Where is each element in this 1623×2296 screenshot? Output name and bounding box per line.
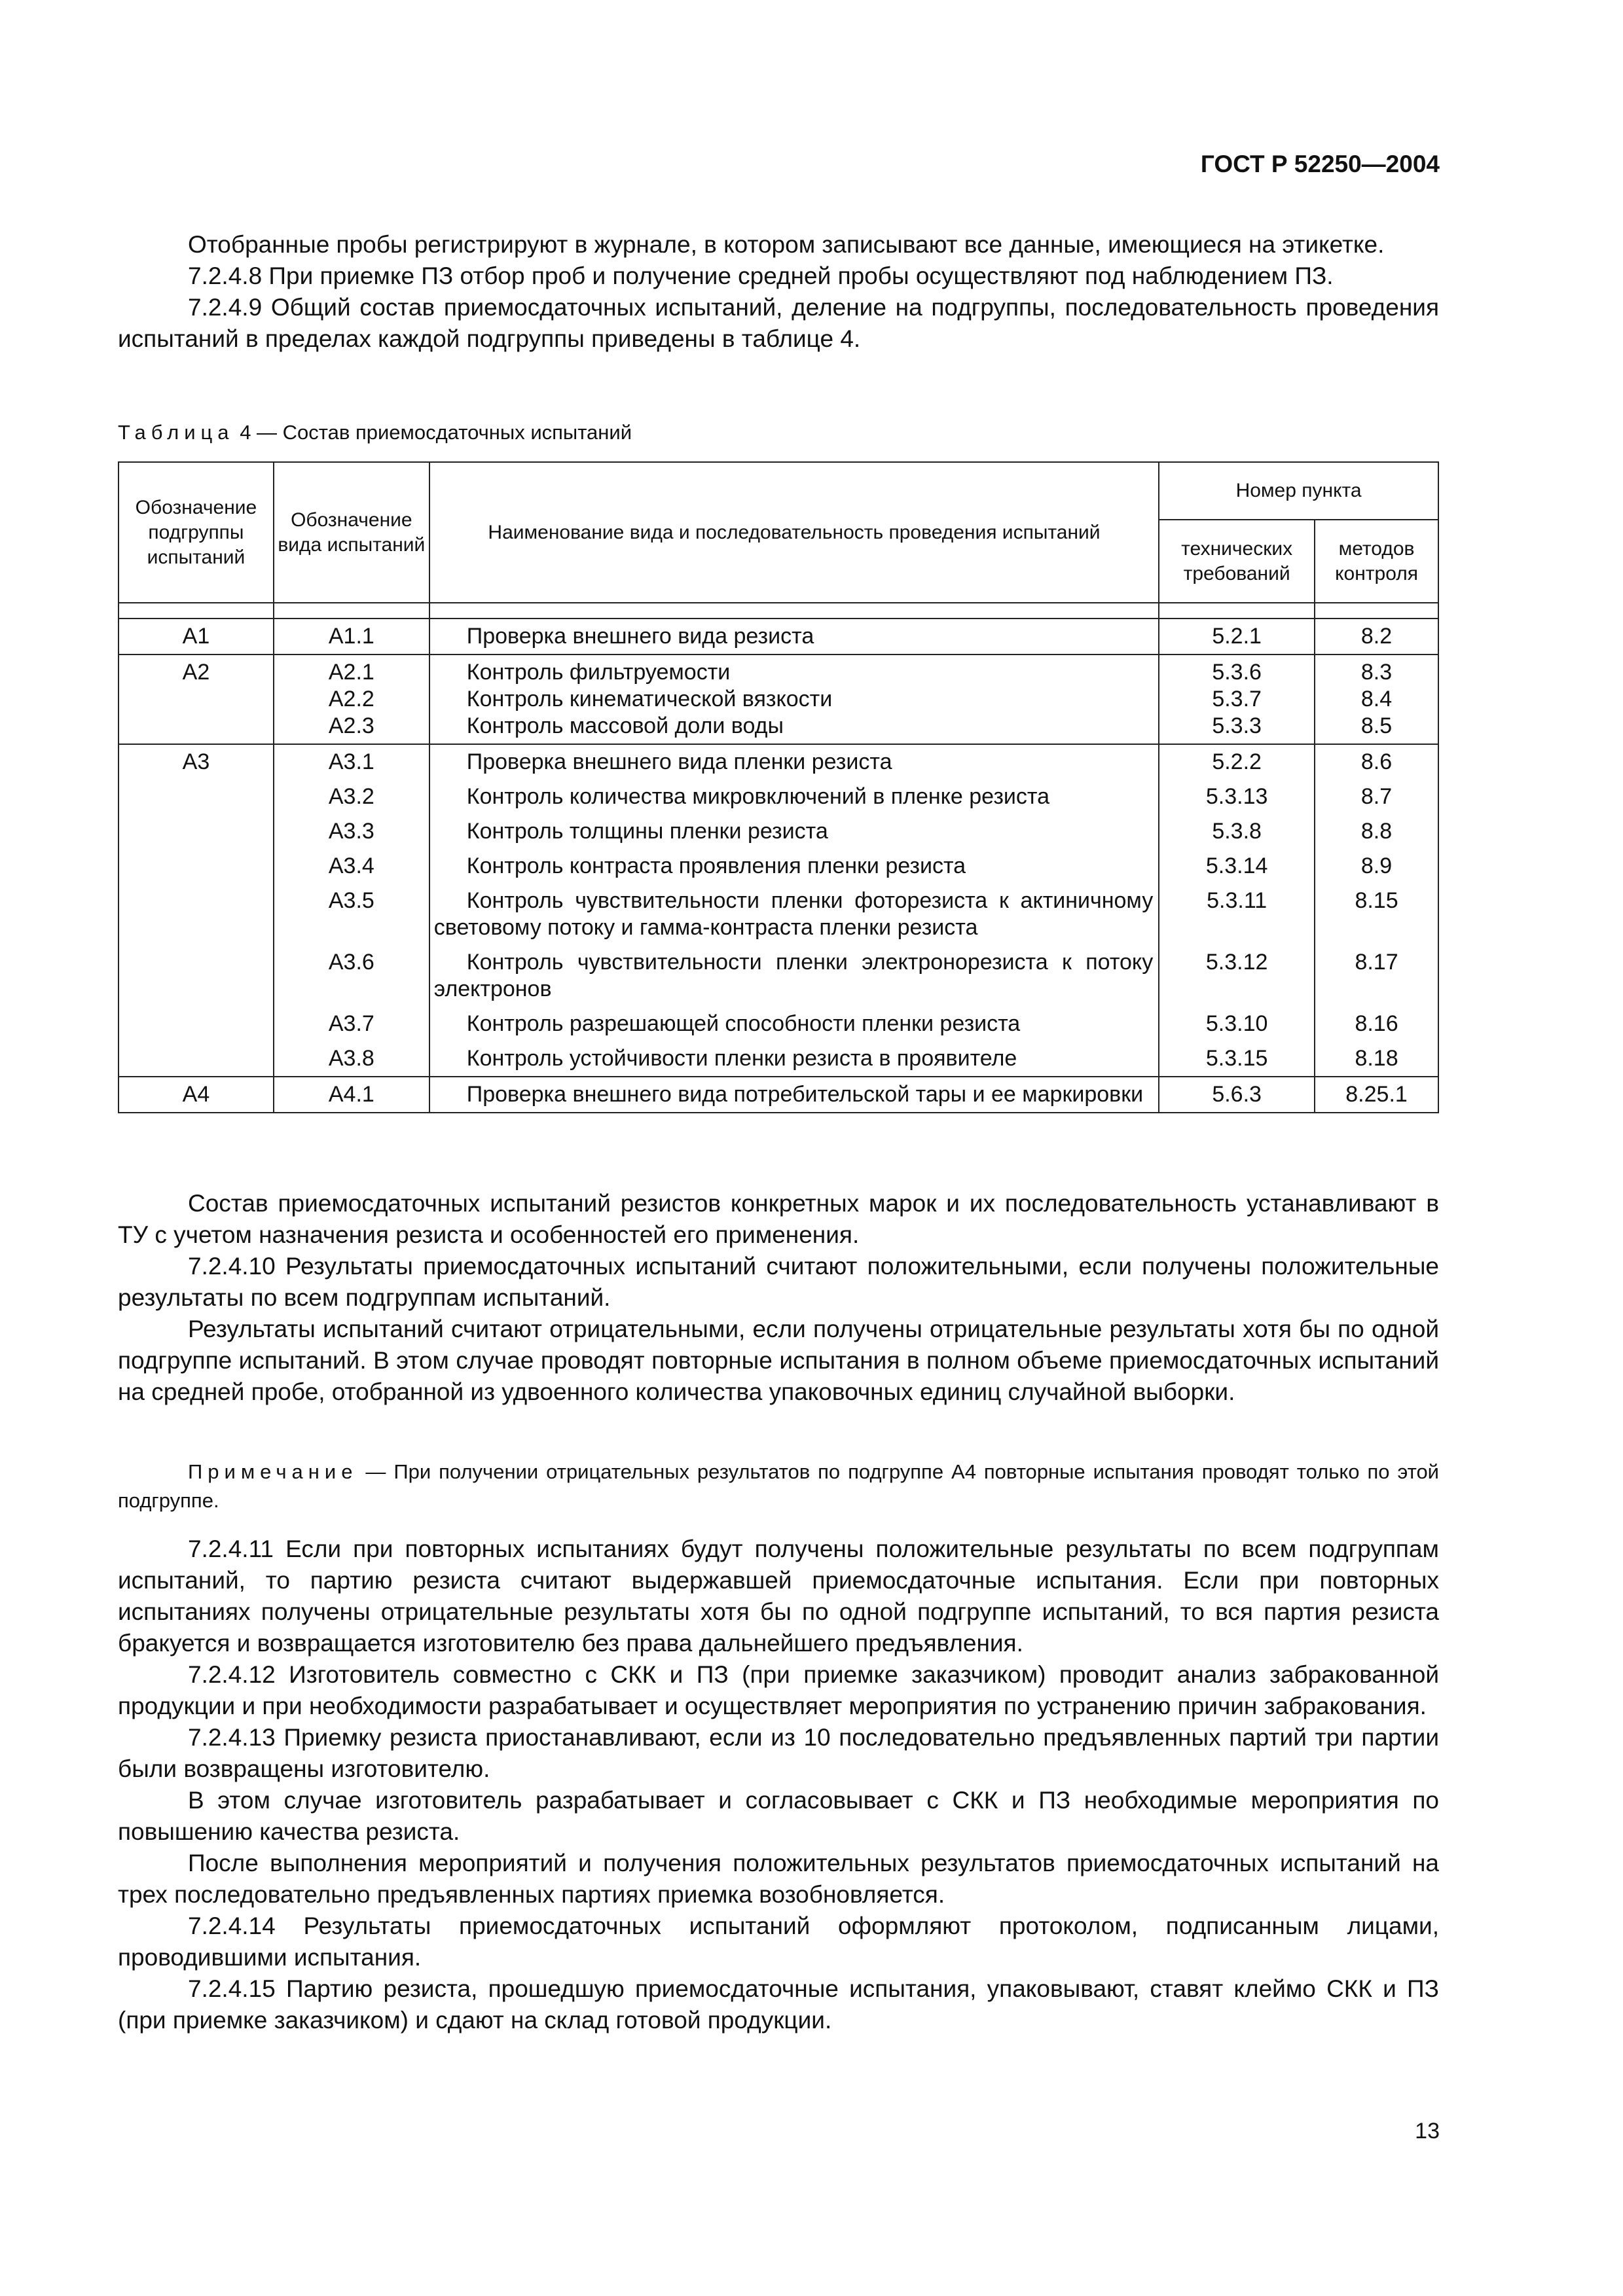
cell-type: А3.6 <box>274 945 429 1007</box>
cell-tech: 5.3.15 <box>1159 1041 1315 1077</box>
cell-name: Контроль разрешающей способности пленки резиста <box>429 1007 1159 1041</box>
document-header: ГОСТ Р 52250—2004 <box>1200 151 1440 177</box>
cell-method: 8.15 <box>1315 884 1438 945</box>
cell-type: А3.1 <box>274 744 429 780</box>
cell-tech: 5.3.11 <box>1159 884 1315 945</box>
table-caption <box>118 421 632 444</box>
cell-tech: 5.3.12 <box>1159 945 1315 1007</box>
cell-tech: 5.6.3 <box>1159 1077 1315 1113</box>
paragraph: Результаты испытаний считают отрицательными, если получены отрицательные результаты хотя бы по одной подгруппе испытаний. В этом случае проводят повторные испытания в полном объеме приемосдаточных испытаний на средней пробе, отобранной из удвоенного количества упаковочных единиц случайной выборки. <box>118 1316 1439 1405</box>
cell-group: А2 <box>119 655 274 744</box>
group-a1 <box>119 619 1438 655</box>
paragraph: Отобранные пробы регистрируют в журнале, в котором записывают все данные, имеющиеся на этикетке. <box>188 231 1385 258</box>
cell-name: Контроль устойчивости пленки резиста в проявителе <box>429 1041 1159 1077</box>
paragraph: 7.2.4.12 Изготовитель совместно с СКК и ПЗ (при приемке заказчиком) проводит анализ забракованной продукции и при необходимости разрабатывает и осуществляет мероприятия по устранению причин забракования. <box>118 1661 1439 1719</box>
intro-text <box>118 229 1439 355</box>
paragraph: 7.2.4.14 Результаты приемосдаточных испытаний оформляют протоколом, подписанным лицами, проводившими испытания. <box>118 1912 1439 1971</box>
paragraph: 7.2.4.10 Результаты приемосдаточных испытаний считают положительными, если получены положительные результаты по всем подгруппам испытаний. <box>118 1253 1439 1311</box>
cell-type: А3.3 <box>274 814 429 849</box>
table-row <box>119 814 1438 849</box>
paragraph: 7.2.4.8 При приемке ПЗ отбор проб и получение средней пробы осуществляют под наблюдением ПЗ. <box>188 262 1334 289</box>
cell-method: 8.18 <box>1315 1041 1438 1077</box>
cell-method: 8.7 <box>1315 780 1438 814</box>
cell-type: А2.1 А2.2 А2.3 <box>274 655 429 744</box>
cell-type: А3.5 <box>274 884 429 945</box>
table-row <box>119 884 1438 945</box>
header-number: Номер пункта <box>1159 462 1438 520</box>
header-tech: технических требований <box>1159 520 1315 603</box>
cell-name: Контроль толщины пленки резиста <box>429 814 1159 849</box>
final-text <box>118 1534 1439 2036</box>
cell-tech: 5.3.10 <box>1159 1007 1315 1041</box>
cell-tech: 5.3.13 <box>1159 780 1315 814</box>
cell-type: А4.1 <box>274 1077 429 1113</box>
cell-tech: 5.3.14 <box>1159 849 1315 884</box>
group-a4 <box>119 1077 1438 1113</box>
cell-type: А1.1 <box>274 619 429 655</box>
header-name: Наименование вида и последовательность проведения испытаний <box>429 462 1159 603</box>
after-table-text <box>118 1188 1439 1408</box>
cell-method: 8.16 <box>1315 1007 1438 1041</box>
cell-group: А4 <box>119 1077 274 1113</box>
cell-tech: 5.3.8 <box>1159 814 1315 849</box>
tests-table <box>118 461 1439 1113</box>
table-caption-text: 4 — Состав приемосдаточных испытаний <box>240 421 632 444</box>
group-a2 <box>119 655 1438 744</box>
table-row <box>119 945 1438 1007</box>
table-row <box>119 1077 1438 1113</box>
note <box>118 1458 1439 1515</box>
cell-name: Контроль контраста проявления пленки резиста <box>429 849 1159 884</box>
cell-method: 8.3 8.4 8.5 <box>1315 655 1438 744</box>
cell-name: Контроль количества микровключений в пленке резиста <box>429 780 1159 814</box>
table-row <box>119 744 1438 780</box>
table-row <box>119 655 1438 744</box>
table-row <box>119 780 1438 814</box>
table-row <box>119 619 1438 655</box>
cell-name: Контроль фильтруемости Контроль кинематической вязкости Контроль массовой доли воды <box>429 655 1159 744</box>
group-a3 <box>119 744 1438 1077</box>
cell-method: 8.25.1 <box>1315 1077 1438 1113</box>
cell-method: 8.6 <box>1315 744 1438 780</box>
cell-group: А3 <box>119 744 274 1077</box>
paragraph: В этом случае изготовитель разрабатывает и согласовывает с СКК и ПЗ необходимые мероприятия по повышению качества резиста. <box>118 1787 1439 1845</box>
table-row <box>119 1041 1438 1077</box>
cell-method: 8.8 <box>1315 814 1438 849</box>
cell-group: А1 <box>119 619 274 655</box>
table-row <box>119 1007 1438 1041</box>
note-text: — При получении отрицательных результатов по подгруппе А4 повторные испытания проводят только по этой подгруппе. <box>118 1460 1439 1512</box>
cell-type: А3.2 <box>274 780 429 814</box>
header-method: методов контроля <box>1315 520 1438 603</box>
cell-name: Проверка внешнего вида пленки резиста <box>429 744 1159 780</box>
cell-tech: 5.3.6 5.3.7 5.3.3 <box>1159 655 1315 744</box>
paragraph: После выполнения мероприятий и получения положительных результатов приемосдаточных испытаний на трех последовательно предъявленных партиях приемка возобновляется. <box>118 1850 1439 1908</box>
cell-tech: 5.2.2 <box>1159 744 1315 780</box>
cell-tech: 5.2.1 <box>1159 619 1315 655</box>
header-group: Обозначение подгруппы испытаний <box>119 462 274 603</box>
cell-method: 8.17 <box>1315 945 1438 1007</box>
cell-name: Контроль чувствительности пленки электронорезиста к потоку электронов <box>429 945 1159 1007</box>
cell-type: А3.4 <box>274 849 429 884</box>
cell-method: 8.9 <box>1315 849 1438 884</box>
paragraph: 7.2.4.13 Приемку резиста приостанавливают, если из 10 последовательно предъявленных партий три партии были возвращены изготовителю. <box>118 1724 1439 1782</box>
cell-name: Проверка внешнего вида потребительской тары и ее маркировки <box>429 1077 1159 1113</box>
cell-name: Проверка внешнего вида резиста <box>429 619 1159 655</box>
header-type: Обозначение вида испытаний <box>274 462 429 603</box>
cell-type: А3.7 <box>274 1007 429 1041</box>
cell-name: Контроль чувствительности пленки фоторезиста к актиничному световому потоку и гамма-контраста пленки резиста <box>429 884 1159 945</box>
page-number: 13 <box>1415 2119 1440 2144</box>
paragraph: 7.2.4.15 Партию резиста, прошедшую приемосдаточные испытания, упаковывают, ставят клеймо СКК и ПЗ (при приемке заказчиком) и сдают на склад готовой продукции. <box>118 1975 1439 2034</box>
table-caption-prefix: Таблица <box>118 421 234 444</box>
table-row <box>119 849 1438 884</box>
paragraph: 7.2.4.9 Общий состав приемосдаточных испытаний, деление на подгруппы, последовательность проведения испытаний в пределах каждой подгруппы приведены в таблице 4. <box>118 294 1439 352</box>
cell-type: А3.8 <box>274 1041 429 1077</box>
note-prefix: Примечание <box>188 1460 358 1483</box>
paragraph: Состав приемосдаточных испытаний резистов конкретных марок и их последовательность устанавливают в ТУ с учетом назначения резиста и особенностей его применения. <box>118 1190 1439 1248</box>
paragraph: 7.2.4.11 Если при повторных испытаниях будут получены положительные результаты по всем подгруппам испытаний, то партию резиста считают выдержавшей приемосдаточные испытания. Если при повторных испытаниях получены отрицательные результаты хотя бы по одной подгруппе испытаний, то вся партия резиста бракуется и возвращается изготовителю без права дальнейшего предъявления. <box>118 1535 1439 1657</box>
cell-method: 8.2 <box>1315 619 1438 655</box>
